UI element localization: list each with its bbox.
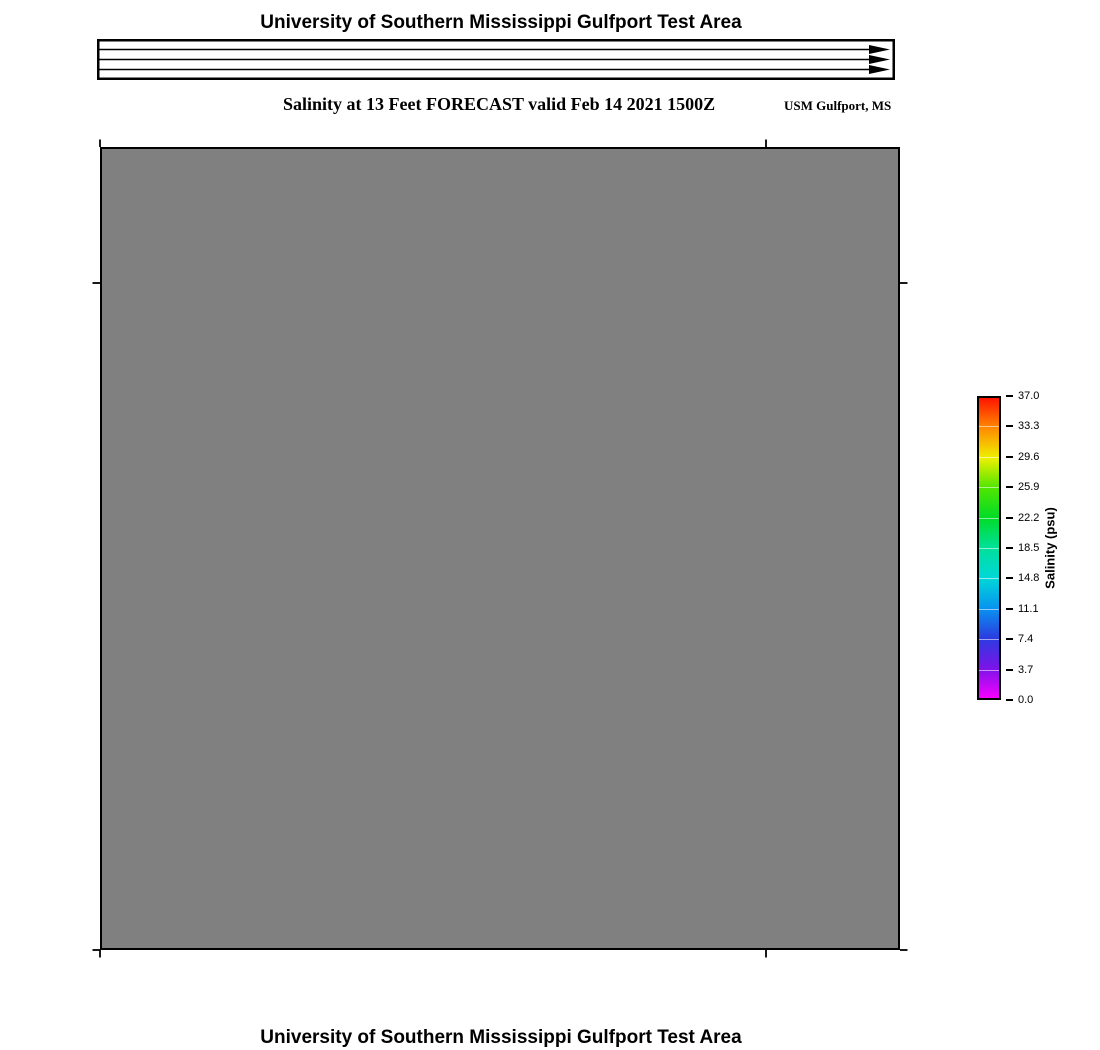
- colorbar-tick: [1006, 577, 1013, 579]
- colorbar-segment-divider: [979, 457, 999, 458]
- colorbar-tick-label: 33.3: [1018, 420, 1040, 432]
- colorbar-tick-label: 3.7: [1018, 664, 1034, 676]
- colorbar-tick-label: 14.8: [1018, 572, 1040, 584]
- flow-arrowhead-icon: [869, 65, 890, 74]
- colorbar-segment-divider: [979, 578, 999, 579]
- colorbar-segment-divider: [979, 609, 999, 610]
- figure-credit: USM Gulfport, MS: [784, 98, 892, 113]
- colorbar-tick-label: 22.2: [1018, 512, 1040, 524]
- colorbar-tick-label: 29.6: [1018, 451, 1040, 463]
- figure-subtitle: Salinity at 13 Feet FORECAST valid Feb 14 2021 1500Z: [283, 94, 716, 114]
- colorbar-segment-divider: [979, 518, 999, 519]
- colorbar-tick: [1006, 699, 1013, 701]
- colorbar-tick: [1006, 638, 1013, 640]
- colorbar-tick-label: 0.0: [1018, 694, 1034, 706]
- colorbar-segment-divider: [979, 670, 999, 671]
- colorbar-tick-label: 7.4: [1018, 633, 1034, 645]
- colorbar-tick-label: 18.5: [1018, 542, 1040, 554]
- colorbar-gradient: [977, 396, 1001, 700]
- colorbar-segment-divider: [979, 639, 999, 640]
- colorbar-tick: [1006, 669, 1013, 671]
- colorbar: [977, 390, 1099, 706]
- figure-title-top: University of Southern Mississippi Gulfport Test Area: [260, 12, 742, 33]
- figure-title-bottom: University of Southern Mississippi Gulfport Test Area: [260, 1027, 742, 1048]
- map-panel: [100, 147, 900, 950]
- colorbar-segment-divider: [979, 487, 999, 488]
- colorbar-tick: [1006, 395, 1013, 397]
- colorbar-tick: [1006, 608, 1013, 610]
- colorbar-tick-label: 37.0: [1018, 390, 1040, 402]
- colorbar-tick: [1006, 547, 1013, 549]
- colorbar-tick-label: 11.1: [1018, 603, 1039, 615]
- flow-arrows-box: [97, 39, 895, 80]
- colorbar-tick: [1006, 425, 1013, 427]
- colorbar-label: Salinity (psu): [1042, 507, 1058, 589]
- colorbar-tick: [1006, 456, 1013, 458]
- colorbar-tick: [1006, 486, 1013, 488]
- flow-arrowhead-icon: [869, 55, 890, 64]
- colorbar-segment-divider: [979, 426, 999, 427]
- colorbar-tick-label: 25.9: [1018, 481, 1040, 493]
- flow-arrowhead-icon: [869, 45, 890, 54]
- colorbar-tick: [1006, 517, 1013, 519]
- colorbar-segment-divider: [979, 548, 999, 549]
